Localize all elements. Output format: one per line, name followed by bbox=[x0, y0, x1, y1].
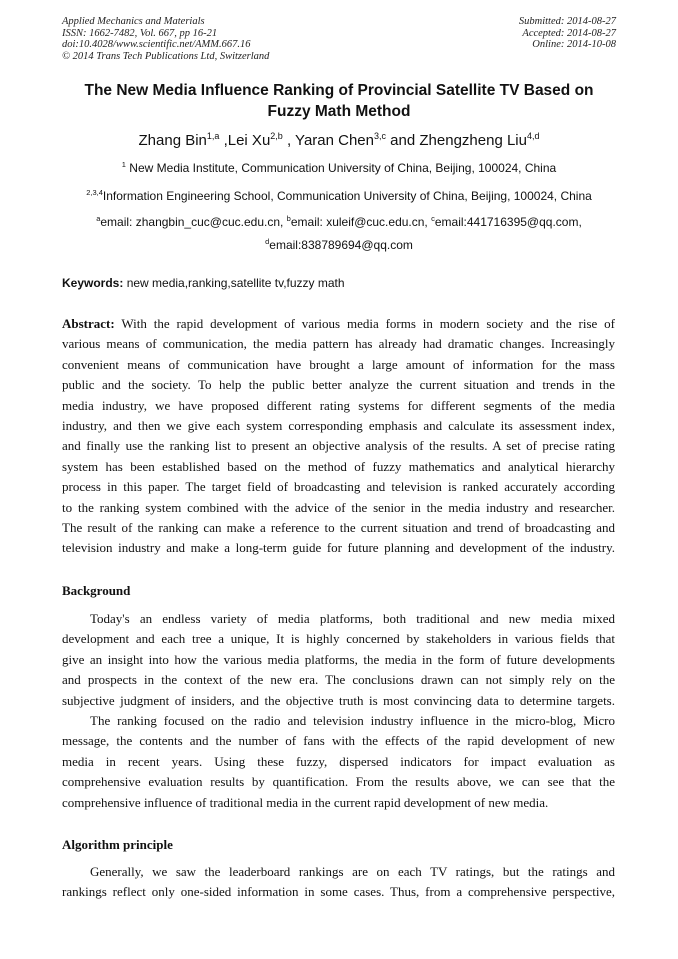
abstract-line: industry, and then we give each system corresponding emphasis and calculate its assessment index, bbox=[62, 418, 615, 434]
keywords bbox=[62, 275, 345, 291]
abstract-line: Abstract: With the rapid development of various media forms in modern society and the rise of bbox=[62, 316, 615, 331]
paragraph-line: The ranking focused on the radio and television industry influence in the micro-blog, Micro bbox=[90, 713, 615, 729]
journal-info bbox=[62, 16, 269, 62]
author-name: Lei Xu bbox=[227, 132, 271, 149]
affiliation-1 bbox=[62, 157, 616, 176]
paragraph-line: development and each tree a unique, It is highly concerned by stakeholders in various fields that bbox=[62, 631, 615, 647]
doi-line[interactable]: doi:10.4028/www.scientific.net/AMM.667.16 bbox=[62, 39, 251, 50]
keywords-label: Keywords: bbox=[62, 276, 124, 290]
paper-title bbox=[62, 80, 616, 122]
abstract-line: and finally use the ranking list to present an objective analysis of the results. A set of precise rating bbox=[62, 438, 615, 454]
affiliation-sup: 2,3,4 bbox=[86, 188, 103, 197]
author-affil-sup: 1,a bbox=[206, 131, 220, 141]
author-affil-sup: 2,b bbox=[270, 131, 283, 141]
email-sup: c bbox=[431, 214, 435, 223]
paragraph-line: Today's an endless variety of media platforms, both traditional and new media mixed bbox=[90, 611, 615, 626]
title-line-2: Fuzzy Math Method bbox=[267, 103, 411, 120]
title-line-1: The New Media Influence Ranking of Provincial Satellite TV Based on bbox=[84, 82, 594, 99]
email-line-1 bbox=[62, 211, 616, 230]
abstract bbox=[62, 314, 615, 559]
author-affil-sup: 3,c bbox=[374, 131, 387, 141]
dates-info bbox=[519, 16, 616, 51]
email-line-2 bbox=[62, 234, 616, 253]
paragraph-line: message, the contents and the number of fans with the effects of the rapid development of new bbox=[62, 733, 615, 749]
algorithm-text bbox=[62, 862, 615, 903]
section-heading-background: Background bbox=[62, 583, 131, 598]
paragraph-line: give an insight into how the various media platforms, the media in the form of future developments bbox=[62, 651, 615, 667]
paragraph-line: Generally, we saw the leaderboard rankings are on each TV ratings, but the ratings and bbox=[90, 864, 615, 879]
author-name: Yaran Chen bbox=[295, 132, 374, 149]
abstract-line: process in this paper. The target field of broadcasting and television is ranked accurately according bbox=[62, 479, 615, 495]
accepted-date: Accepted: 2014-08-27 bbox=[522, 27, 616, 39]
abstract-line: public and the society. To help the public better analyze the current situation and trends in the bbox=[62, 377, 615, 393]
email-text[interactable]: email:838789694@qq.com bbox=[269, 238, 413, 252]
author-separator: and bbox=[386, 132, 420, 149]
affiliation-text: New Media Institute, Communication University of China, Beijing, 100024, China bbox=[125, 161, 557, 175]
abstract-line: television industry and make a long-term guide for future planning and development of the industry. bbox=[62, 540, 615, 556]
abstract-line: various means of communication, the media pattern has already had dramatic changes. Increasingly bbox=[62, 336, 615, 352]
journal-name: Applied Mechanics and Materials bbox=[62, 16, 205, 27]
abstract-line: The result of the ranking can make a reference to the current situation and trend of broadcasting and bbox=[62, 520, 615, 536]
abstract-line: system has been established based on the method of fuzzy mathematics and analytical hierarchy bbox=[62, 458, 615, 474]
abstract-line: to the ranking system combined with the advice of the senior in the media industry and researcher. bbox=[62, 499, 615, 515]
author-separator: , bbox=[219, 132, 228, 149]
issn-line: ISSN: 1662-7482, Vol. 667, pp 16-21 bbox=[62, 27, 218, 39]
email-sup: a bbox=[96, 214, 101, 223]
email-sup: b bbox=[286, 214, 291, 223]
keywords-text: new media,ranking,satellite tv,fuzzy math bbox=[123, 276, 345, 290]
submitted-date: Submitted: 2014-08-27 bbox=[518, 16, 616, 27]
affiliation-2 bbox=[62, 185, 616, 204]
author-name: Zhang Bin bbox=[138, 132, 207, 149]
paragraph-line: comprehensive influence of traditional media in the current rapid development of new media. bbox=[62, 794, 549, 810]
background-text bbox=[62, 609, 615, 813]
copyright-line: © 2014 Trans Tech Publications Ltd, Switzerland bbox=[62, 50, 270, 62]
online-date: Online: 2014-10-08 bbox=[532, 39, 616, 50]
email-text[interactable]: email: zhangbin_cuc@cuc.edu.cn, bbox=[100, 215, 287, 229]
author-list bbox=[62, 126, 616, 151]
email-text[interactable]: email:441716395@qq.com, bbox=[434, 215, 582, 229]
author-separator: , bbox=[282, 132, 296, 149]
section-heading-algorithm: Algorithm principle bbox=[62, 837, 173, 852]
paragraph-line: and prospects in the context of the new era. The conclusions drawn can not simply rely on the bbox=[62, 672, 615, 688]
paragraph-line: media in recent years. Using these fuzzy, dispersed indicators for impact evaluation as bbox=[62, 753, 615, 769]
email-sup: d bbox=[265, 237, 270, 246]
abstract-line: media industry, we have proposed different rating systems for different segments of the media bbox=[62, 397, 615, 413]
author-affil-sup: 4,d bbox=[526, 131, 540, 141]
paragraph-line: rankings reflect only one-sided information in some cases. Thus, from a comprehensive perspective, bbox=[62, 884, 615, 900]
paragraph-line: subjective judgment of insiders, and the objective truth is most convincing data to determine targets. bbox=[62, 692, 615, 708]
abstract-line: convenient means of communication have brought a large amount of information for the mass bbox=[62, 356, 615, 372]
email-text[interactable]: email: xuleif@cuc.edu.cn, bbox=[290, 215, 432, 229]
author-name: Zhengzheng Liu bbox=[419, 132, 527, 149]
paragraph-line: comprehensive evaluation results by quantification. From the results above, we can see that the bbox=[62, 774, 615, 790]
affiliation-sup: 1 bbox=[121, 160, 126, 169]
abstract-label: Abstract: bbox=[62, 316, 115, 331]
affiliation-text: Information Engineering School, Communication University of China, Beijing, 100024, China bbox=[102, 189, 592, 203]
